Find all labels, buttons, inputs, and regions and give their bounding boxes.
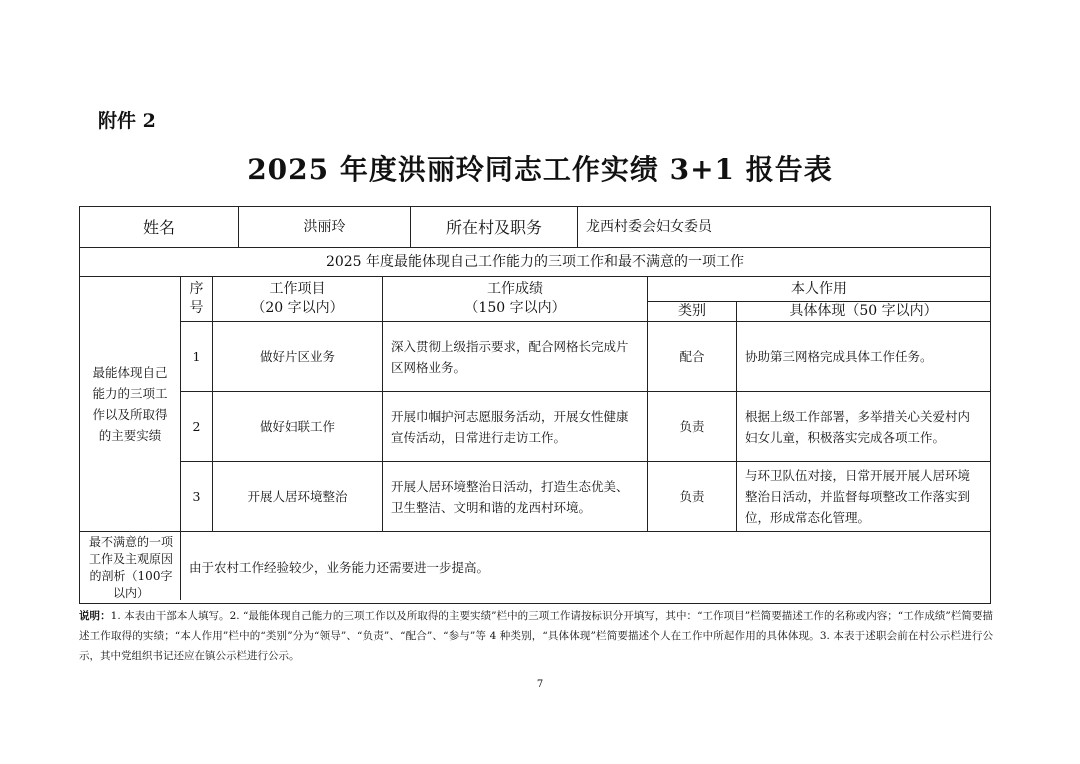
page-number: 7 — [536, 679, 544, 690]
post-label: 所在村及职务 — [445, 217, 542, 237]
attachment-label: 附件 2 — [98, 110, 156, 132]
role-header: 本人作用 — [791, 280, 847, 297]
row3-seq: 3 — [192, 489, 201, 504]
item-header — [213, 277, 382, 321]
row3-role-detail: 与环卫队伍对接，日常开展开展人居环境整治日活动，并监督每项整改工作落实到位，形成常态化管理。 — [745, 468, 971, 525]
item-header-title: 工作项目 — [269, 281, 326, 297]
row1-role-type: 配合 — [679, 349, 705, 364]
unsatisfied-label: 最不满意的一项工作及主观原因的剖析（100字以内） — [88, 534, 173, 600]
footnote-label: 说明： — [79, 610, 111, 622]
row1-role-detail: 协助第三网格完成具体工作任务。 — [745, 349, 933, 364]
seq-header: 序号 — [189, 281, 204, 316]
row1-item: 做好片区业务 — [259, 349, 335, 364]
row2-result: 开展巾帼护河志愿服务活动，开展女性健康宣传活动，日常进行走访工作。 — [391, 408, 629, 445]
row2-role-detail: 根据上级工作部署，多举措关心关爱村内妇女儿童，积极落实完成各项工作。 — [745, 408, 971, 445]
item-header-limit: （20 字以内） — [251, 300, 344, 316]
role-type-header: 类别 — [678, 303, 706, 319]
name-value: 洪丽玲 — [303, 218, 346, 235]
row2-role-type: 负责 — [679, 419, 705, 434]
name-label: 姓名 — [142, 217, 175, 237]
row3-item: 开展人居环境整治 — [247, 489, 348, 504]
row3-result: 开展人居环境整治日活动，打造生态优美、卫生整洁、文明和谐的龙西村环境。 — [391, 478, 629, 515]
work-section-label: 最能体现自己能力的三项工作以及所取得的主要实绩 — [92, 365, 168, 443]
row2-item: 做好妇联工作 — [259, 419, 335, 434]
role-detail-header: 具体体现（50 字以内） — [789, 303, 938, 319]
result-header-title: 工作成绩 — [487, 281, 543, 297]
page-title: 2025 年度洪丽玲同志工作实绩 3+1 报告表 — [247, 153, 833, 186]
result-header-limit: （150 字以内） — [464, 300, 566, 316]
post-value: 龙西村委会妇女委员 — [586, 218, 712, 235]
footnote — [79, 606, 993, 666]
report-table — [79, 206, 991, 604]
row1-result: 深入贯彻上级指示要求，配合网格长完成片区网格业务。 — [391, 338, 629, 375]
row1-seq: 1 — [192, 349, 201, 364]
section-title: 2025 年度最能体现自己工作能力的三项工作和最不满意的一项工作 — [325, 253, 745, 270]
footnote-text: 1. 本表由干部本人填写。2. “最能体现自己能力的三项工作以及所取得的主要实绩”栏中的三项工作请按标识分开填写，其中：“工作项目”栏简要描述工作的名称或内容；“工作成绩”栏简要描述工作取得的实绩；“本人作用”栏中的“类别”分为“领导”、“负责”、“配合”、“参与”等 4 种类别，“具体体现”栏简要描述个人在工作中所起作用的具体体现。3. 本表于述职会前在村公示栏进行公示，其中党组织书记还应在镇公示栏进行公示。 — [79, 610, 994, 662]
result-header — [383, 277, 647, 321]
row3-role-type: 负责 — [679, 489, 705, 504]
unsatisfied-content: 由于农村工作经验较少，业务能力还需要进一步提高。 — [189, 560, 490, 575]
row2-seq: 2 — [192, 419, 201, 434]
